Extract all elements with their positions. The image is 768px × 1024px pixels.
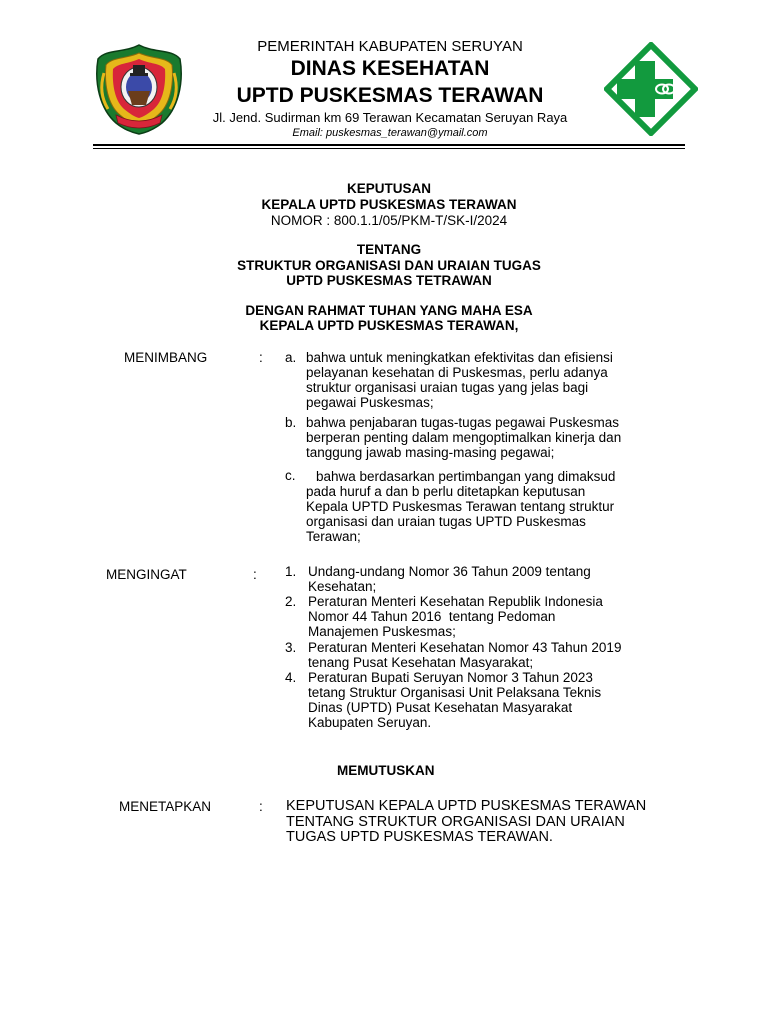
menimbang-a-line: struktur organisasi uraian tugas yang jelas bagi	[306, 380, 589, 395]
mengingat-item-line: Undang-undang Nomor 36 Tahun 2009 tentang	[308, 564, 591, 579]
menetapkan-line: KEPUTUSAN KEPALA UPTD PUSKESMAS TERAWAN	[286, 798, 647, 814]
subject-line-1: STRUKTUR ORGANISASI DAN URAIAN TUGAS	[237, 258, 541, 273]
subject-line-2: UPTD PUSKESMAS TETRAWAN	[286, 273, 492, 288]
menimbang-b-line: bahwa penjabaran tugas-tugas pegawai Puskesmas	[306, 415, 619, 430]
mengingat-item	[308, 640, 680, 670]
menimbang-c-line: Terawan;	[306, 529, 361, 544]
menetapkan-text	[286, 799, 680, 846]
unit-name: UPTD PUSKESMAS TERAWAN	[236, 84, 544, 107]
menimbang-c-line: bahwa berdasarkan pertimbangan yang dimaksud	[316, 469, 616, 484]
menetapkan-line: TENTANG STRUKTUR ORGANISASI DAN URAIAN	[286, 813, 625, 830]
tentang-heading: TENTANG	[356, 242, 422, 257]
mengingat-item-line: Peraturan Menteri Kesehatan Nomor 43 Tahun 2019	[308, 640, 622, 655]
menimbang-label: MENIMBANG	[124, 350, 208, 365]
mengingat-item-line: Kesehatan;	[308, 579, 377, 594]
menimbang-c-line: pada huruf a dan b perlu ditetapkan keputusan	[306, 484, 586, 499]
menimbang-a-line: pegawai Puskesmas;	[306, 395, 434, 410]
mengingat-item-line: Nomor 44 Tahun 2016 tentang Pedoman	[308, 609, 556, 624]
mengingat-item	[308, 670, 680, 730]
menetapkan-colon: :	[259, 799, 263, 814]
mengingat-item-line: Peraturan Menteri Kesehatan Republik Indonesia	[308, 594, 603, 609]
address: Jl. Jend. Sudirman km 69 Terawan Kecamatan Seruyan Raya	[212, 110, 568, 125]
menimbang-colon: :	[259, 350, 263, 365]
mengingat-item-line: Peraturan Bupati Seruyan Nomor 3 Tahun 2023	[308, 670, 593, 685]
menimbang-c-line: organisasi dan uraian tugas UPTD Puskesmas	[306, 514, 586, 529]
issuer: KEPALA UPTD PUSKESMAS TERAWAN	[261, 197, 517, 212]
mengingat-item-line: Kabupaten Seruyan.	[308, 715, 432, 730]
menimbang-a	[306, 350, 680, 410]
mengingat-colon: :	[253, 567, 257, 582]
mengingat-item	[308, 564, 680, 594]
menimbang-b-marker: b.	[285, 415, 297, 430]
mengingat-item	[308, 594, 680, 639]
menimbang-c	[306, 469, 680, 544]
header-rule-thin	[93, 148, 685, 149]
decree-number: NOMOR : 800.1.1/05/PKM-T/SK-I/2024	[270, 213, 508, 228]
rahmat-line-2: KEPALA UPTD PUSKESMAS TERAWAN,	[259, 318, 519, 333]
mengingat-label: MENGINGAT	[106, 567, 187, 582]
mengingat-item-line: Manajemen Puskesmas;	[308, 624, 456, 639]
mengingat-item-line: tenang Pusat Kesehatan Masyarakat;	[308, 655, 534, 670]
email: Email: puskesmas_terawan@ymail.com	[292, 127, 488, 139]
seruyan-emblem-icon	[94, 43, 184, 135]
menimbang-a-line: pelayanan kesehatan di Puskesmas, perlu adanya	[306, 365, 608, 380]
mengingat-item-number: 4.	[285, 670, 297, 685]
menimbang-c-marker: c.	[285, 468, 296, 483]
puskesmas-logo-icon	[604, 42, 698, 136]
menimbang-b-line: tanggung jawab masing-masing pegawai;	[306, 445, 555, 460]
mengingat-item-number: 1.	[285, 564, 297, 579]
memutuskan-heading: MEMUTUSKAN	[337, 763, 435, 778]
menimbang-a-line: bahwa untuk meningkatkan efektivitas dan efisiensi	[306, 350, 613, 365]
doc-type: KEPUTUSAN	[346, 181, 431, 196]
mengingat-item-line: tetang Struktur Organisasi Unit Pelaksana Teknis	[308, 685, 602, 700]
menimbang-b	[306, 415, 680, 460]
menetapkan-label: MENETAPKAN	[119, 799, 212, 814]
mengingat-item-number: 3.	[285, 640, 297, 655]
menimbang-b-line: berperan penting dalam mengoptimalkan kinerja dan	[306, 430, 622, 445]
menimbang-c-line: Kepala UPTD Puskesmas Terawan tentang struktur	[306, 499, 615, 514]
mengingat-item-line: Dinas (UPTD) Pusat Kesehatan Masyarakat	[308, 700, 573, 715]
rahmat-line-1: DENGAN RAHMAT TUHAN YANG MAHA ESA	[245, 303, 533, 318]
government-name: PEMERINTAH KABUPATEN SERUYAN	[257, 38, 523, 55]
mengingat-item-number: 2.	[285, 594, 297, 609]
header-rule	[93, 144, 685, 146]
agency-name: DINAS KESEHATAN	[290, 57, 490, 80]
menetapkan-line: TUGAS UPTD PUSKESMAS TERAWAN.	[286, 829, 553, 845]
menimbang-a-marker: a.	[285, 350, 297, 365]
